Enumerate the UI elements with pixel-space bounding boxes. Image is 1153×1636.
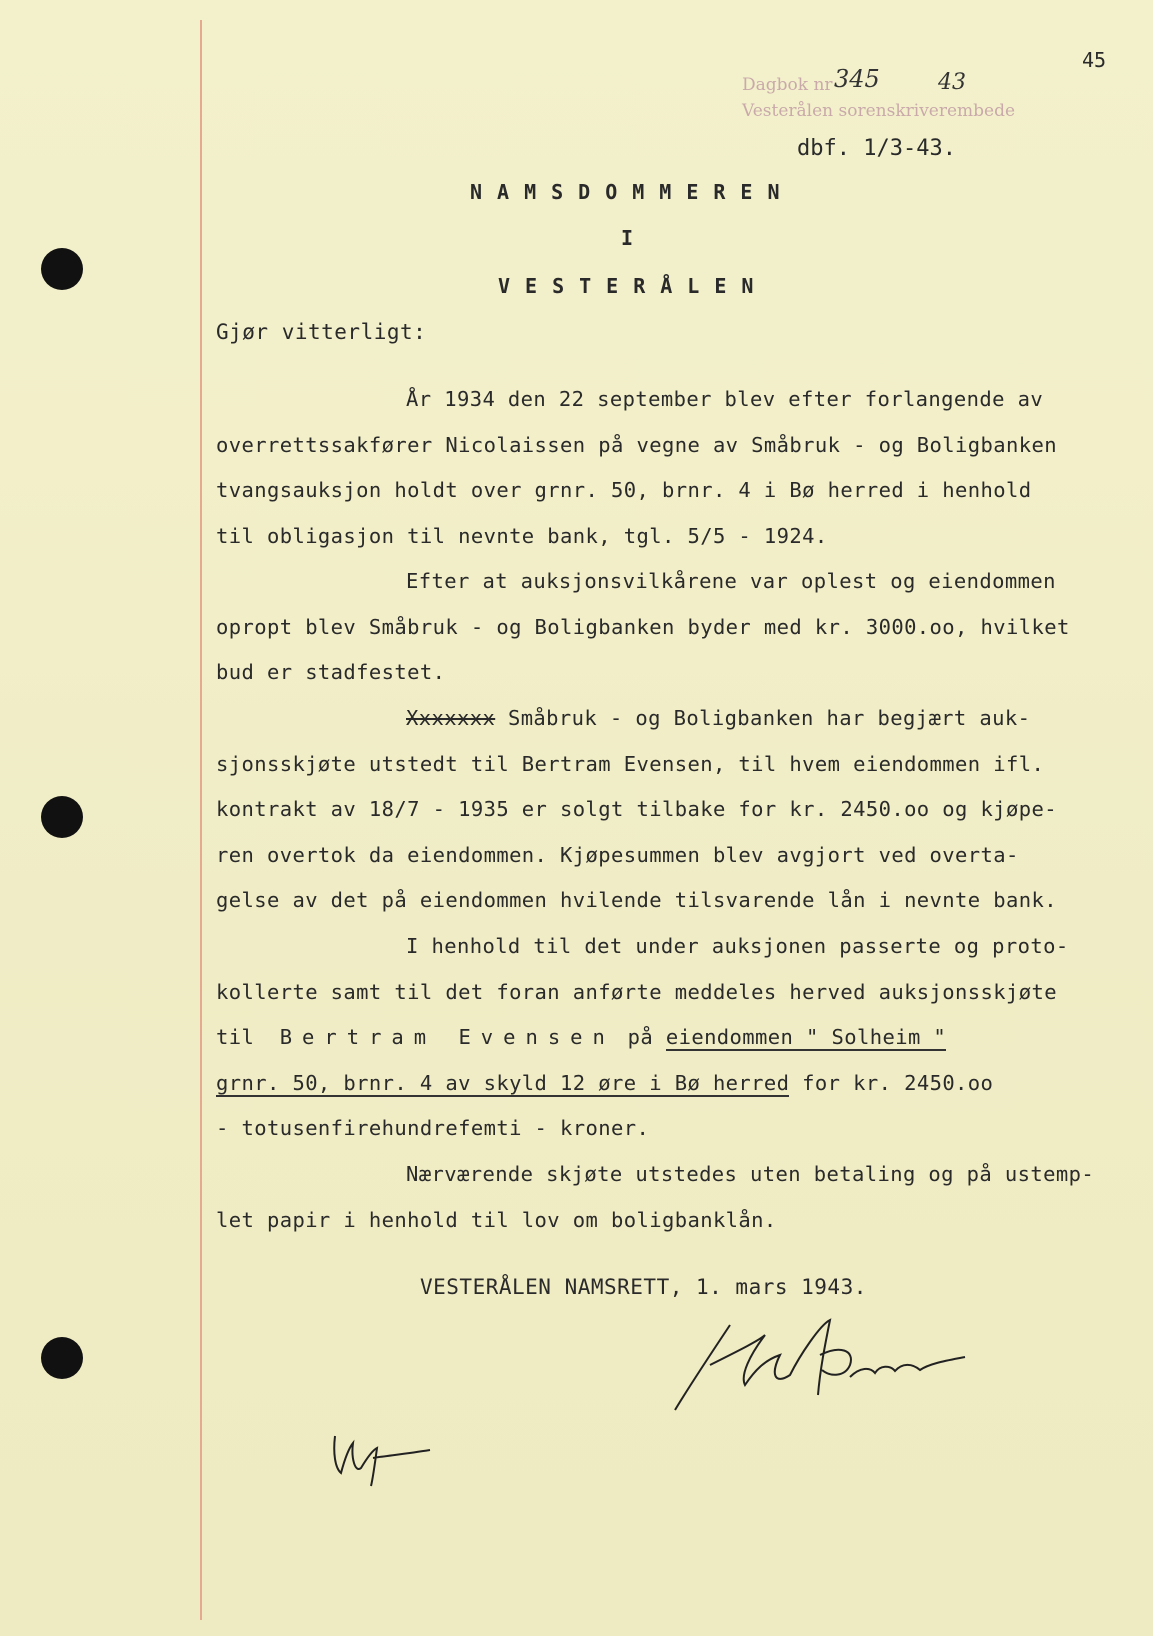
text-line (216, 1061, 1126, 1107)
paragraph-transfer (216, 696, 1126, 924)
text-line: kontrakt av 18/7 - 1935 er solgt tilbake for kr. 2450.oo og kjøpe- (216, 797, 1057, 821)
punch-hole-top (41, 248, 83, 290)
text-line: Nærværende skjøte utstedes uten betaling og på ustemp- (406, 1162, 1095, 1186)
paragraph-bid (216, 559, 1126, 696)
stamp-hand-year: 43 (938, 70, 966, 95)
property-description: grnr. 50, brnr. 4 av skyld 12 øre i Bø herred (216, 1070, 790, 1095)
text-span: Småbruk - og Boligbanken har begjært auk- (507, 706, 1031, 730)
text-line: gelse av det på eiendommen hvilende tilsvarende lån i nevnte bank. (216, 888, 1057, 912)
text-line: Efter at auksjonsvilkårene var oplest og eiendommen (406, 569, 1056, 593)
heading-line-2: I (621, 226, 649, 250)
paragraph-deed (216, 924, 1126, 1152)
text-line: opropt blev Småbruk - og Boligbanken byder med kr. 3000.oo, hvilket (216, 614, 1070, 639)
text-line: let papir i henhold til lov om boligbanklån. (216, 1207, 777, 1232)
text-line: kollerte samt til det foran anførte meddeles herved auksjonsskjøte (216, 979, 1057, 1004)
heading-line-3: VESTERÅLEN (498, 274, 769, 298)
closing-place-date: VESTERÅLEN NAMSRETT, 1. mars 1943. (420, 1275, 867, 1299)
text-line (216, 696, 1126, 742)
text-line: bud er stadfestet. (216, 660, 446, 684)
initials-mark (325, 1428, 435, 1488)
text-span: til (216, 1025, 255, 1049)
text-line (216, 1015, 1126, 1061)
text-line: til obligasjon til nevnte bank, tgl. 5/5 - 1924. (216, 523, 828, 548)
paragraph-auction (216, 377, 1126, 559)
text-span: for kr. 2450.oo (802, 1070, 994, 1095)
stamp-hand-number: 345 (834, 65, 880, 93)
text-line: ren overtok da eiendommen. Kjøpesummen blev avgjort ved overta- (216, 842, 1019, 867)
struck-word: Xxxxxxx (406, 706, 496, 730)
text-line: sjonsskjøte utstedt til Bertram Evensen, til hvem eiendommen ifl. (216, 751, 1045, 776)
heading-line-1: NAMSDOMMEREN (470, 180, 795, 204)
buyer-name: Bertram Evensen (279, 1025, 615, 1049)
text-line: I henhold til det under auksjonen passerte og proto- (406, 934, 1069, 958)
margin-line (200, 20, 202, 1620)
punch-hole-middle (41, 796, 83, 838)
text-line: tvangsauksjon holdt over grnr. 50, brnr. 4 i Bø herred i henhold (216, 478, 1032, 502)
text-line: - totusenfirehundrefemti - kroner. (216, 1116, 650, 1140)
judge-signature (670, 1315, 970, 1425)
stamp-line-2: Vesterålen sorenskriverembede (742, 101, 1016, 121)
property-name: eiendommen " Solheim " (665, 1025, 947, 1049)
text-span: på (627, 1025, 654, 1049)
text-line: År 1934 den 22 september blev efter forlangende av (406, 387, 1044, 411)
punch-hole-bottom (41, 1337, 83, 1379)
page-number: 45 (1082, 48, 1107, 72)
stamp-line-1: Dagbok nr (742, 75, 833, 95)
dbf-date-line: dbf. 1/3-43. (797, 136, 956, 161)
registry-stamp (742, 65, 1016, 124)
paragraph-stamp-exemption (216, 1152, 1126, 1243)
text-line: overrettssakfører Nicolaissen på vegne av Småbruk - og Boligbanken (216, 432, 1057, 457)
greeting: Gjør vitterligt: (216, 320, 427, 344)
